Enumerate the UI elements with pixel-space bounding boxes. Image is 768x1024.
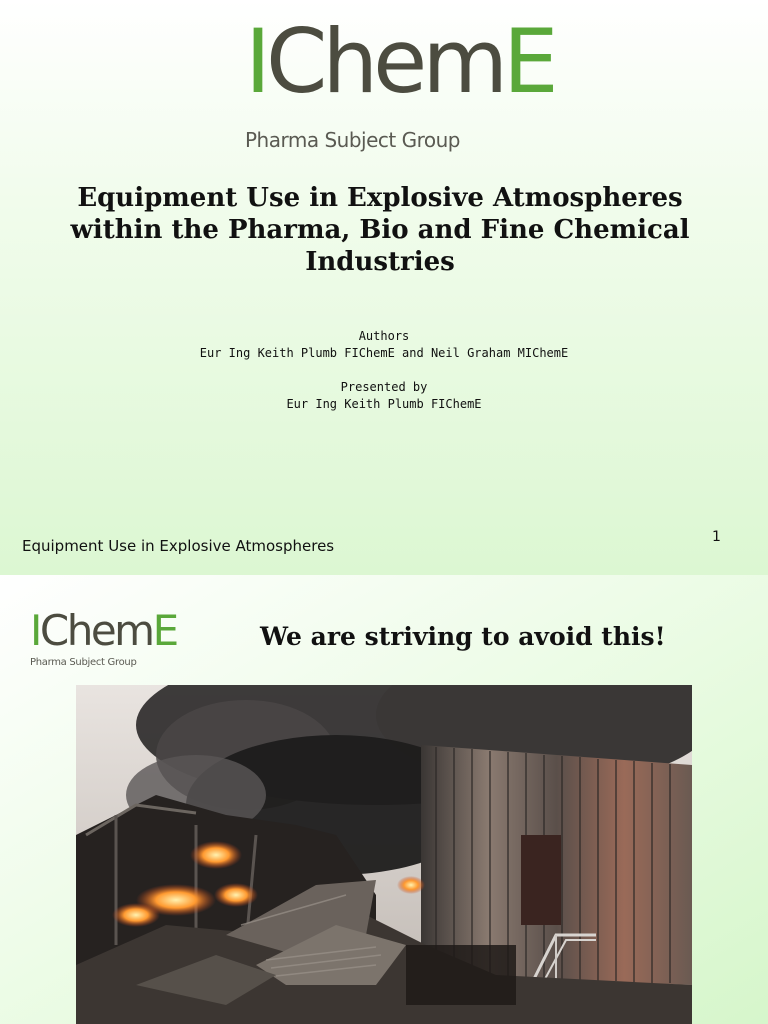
logo-letter-e: E bbox=[152, 606, 177, 655]
slide-title bbox=[60, 182, 700, 278]
slide-heading: We are striving to avoid this! bbox=[260, 622, 666, 651]
burning-building-image bbox=[76, 685, 692, 1024]
fire-photo bbox=[76, 685, 692, 1024]
title-line: Equipment Use in Explosive Atmospheres bbox=[77, 183, 683, 213]
slide-footer: Equipment Use in Explosive Atmospheres bbox=[22, 537, 335, 555]
logo-letter-i: I bbox=[245, 10, 266, 113]
icheme-logo bbox=[245, 10, 554, 158]
authors-block bbox=[100, 328, 668, 413]
logo-wordmark bbox=[245, 10, 554, 113]
logo-wordmark bbox=[30, 606, 177, 655]
title-line: within the Pharma, Bio and Fine Chemical bbox=[70, 215, 690, 245]
authors-names: Eur Ing Keith Plumb FIChemE and Neil Graham MIChemE bbox=[199, 346, 569, 360]
page-number: 1 bbox=[712, 529, 721, 545]
logo-subtitle: Pharma Subject Group bbox=[245, 128, 460, 152]
presenter-name: Eur Ing Keith Plumb FIChemE bbox=[286, 397, 482, 411]
logo-letter-e: E bbox=[503, 10, 554, 113]
icheme-logo-small bbox=[30, 606, 180, 680]
title-line: Industries bbox=[305, 247, 455, 277]
authors-label: Authors bbox=[358, 329, 410, 343]
slide-2 bbox=[0, 575, 768, 1024]
logo-word-chem: Chem bbox=[265, 10, 504, 113]
logo-subtitle: Pharma Subject Group bbox=[30, 657, 137, 668]
logo-letter-i: I bbox=[30, 606, 40, 655]
presented-label: Presented by bbox=[340, 380, 428, 394]
logo-word-chem: Chem bbox=[39, 606, 153, 655]
